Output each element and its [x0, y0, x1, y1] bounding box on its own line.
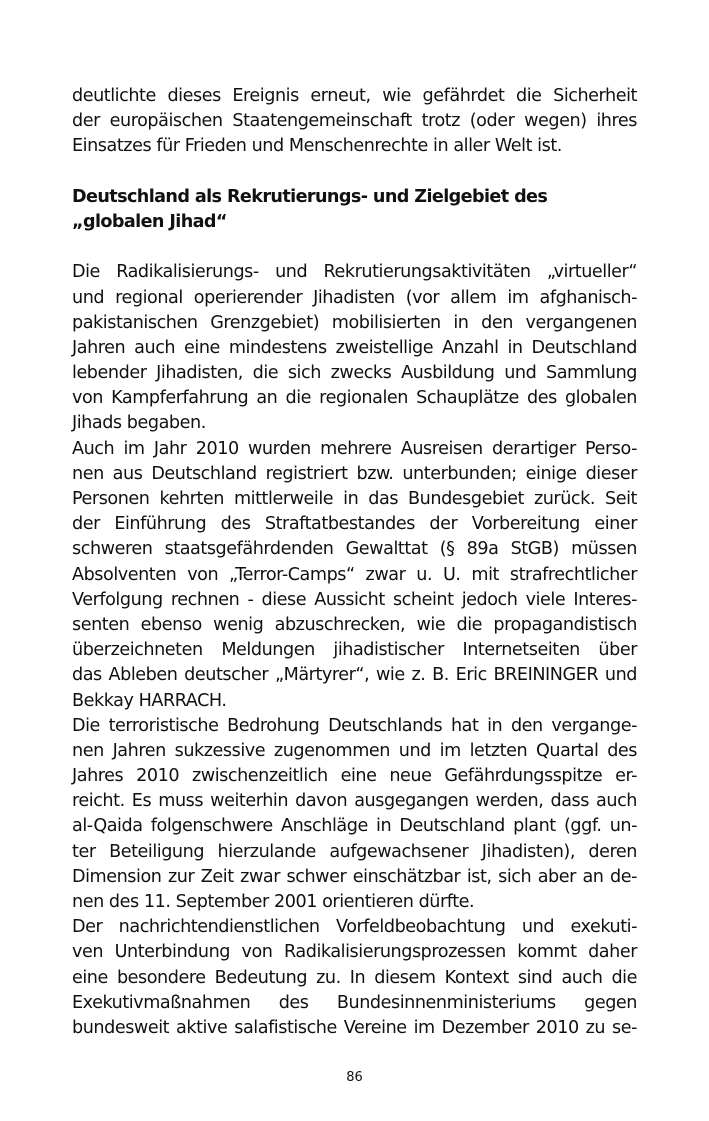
heading-line: Deutschland als Rekrutierungs- und Zielgebiet des [72, 186, 548, 207]
text-line: Auch im Jahr 2010 wurden mehrere Ausreisen derartiger Perso- [72, 438, 637, 459]
text-line: Bekkay HARRACH. [72, 690, 227, 711]
text-line: eine besondere Bedeutung zu. In diesem Kontext sind auch die [72, 967, 637, 988]
text-line: bundesweit aktive salafistische Vereine im Dezember 2010 zu se- [72, 1017, 637, 1038]
text-line: nen Jahren sukzessive zugenommen und im letzten Quartal des [72, 740, 637, 761]
text-line: Einsatzes für Frieden und Menschenrechte in aller Welt ist. [72, 136, 562, 157]
text-line: nen aus Deutschland registriert bzw. unterbunden; einige dieser [72, 463, 637, 484]
page-text-block [72, 84, 637, 1041]
text-line: der europäischen Staatengemeinschaft trotz (oder wegen) ihres [72, 111, 637, 132]
text-line: reicht. Es muss weiterhin davon ausgegangen werden, dass auch [72, 791, 637, 812]
intro-paragraph [72, 84, 637, 160]
text-line: das Ableben deutscher „Märtyrer“, wie z. B. Eric BREININGER und [72, 665, 637, 686]
page-number: 86 [346, 1070, 363, 1085]
text-line: al-Qaida folgenschwere Anschläge in Deutschland plant (ggf. un- [72, 816, 637, 837]
text-line: überzeichneten Meldungen jihadistischer Internetseiten über [72, 640, 637, 661]
text-line: Verfolgung rechnen - diese Aussicht scheint jedoch viele Interes- [72, 589, 637, 610]
text-line: und regional operierender Jihadisten (vor allem im afghanisch- [72, 287, 637, 308]
text-line: Jihads begaben. [72, 413, 206, 434]
section-heading [72, 185, 637, 235]
text-line: Die terroristische Bedrohung Deutschlands hat in den vergange- [72, 715, 637, 736]
heading-line: „globalen Jihad“ [72, 211, 227, 232]
paragraph-gap [72, 235, 637, 260]
text-line: ter Beteiligung hierzulande aufgewachsener Jihadisten), deren [72, 841, 637, 862]
paragraph-1 [72, 260, 637, 436]
text-line: nen des 11. September 2001 orientieren dürfte. [72, 892, 475, 912]
text-line: Jahres 2010 zwischenzeitlich eine neue Gefährdungsspitze er- [72, 766, 637, 787]
text-line: ven Unterbindung von Radikalisierungsprozessen kommt daher [72, 942, 637, 963]
text-line: Der nachrichtendienstlichen Vorfeldbeobachtung und exekuti- [72, 917, 637, 938]
text-line: Exekutivmaßnahmen des Bundesinnenministeriums gegen [72, 992, 637, 1013]
text-line: der Einführung des Straftatbestandes der Vorbereitung einer [72, 514, 637, 535]
text-line: Personen kehrten mittlerweile in das Bundesgebiet zurück. Seit [72, 489, 637, 509]
paragraph-2 [72, 437, 637, 714]
text-line: schweren staatsgefährdenden Gewalttat (§ 89a StGB) müssen [72, 539, 637, 560]
text-line: Die Radikalisierungs- und Rekrutierungsaktivitäten „virtueller“ [72, 262, 637, 283]
text-line: pakistanischen Grenzgebiet) mobilisierten in den vergangenen [72, 312, 637, 333]
text-line: Absolventen von „Terror-Camps“ zwar u. U. mit strafrechtlicher [72, 564, 637, 585]
text-line: Jahren auch eine mindestens zweistellige Anzahl in Deutschland [72, 337, 637, 358]
text-line: lebender Jihadisten, die sich zwecks Ausbildung und Sammlung [72, 363, 637, 384]
text-line: deutlichte dieses Ereignis erneut, wie gefährdet die Sicherheit [72, 86, 637, 106]
paragraph-3 [72, 714, 637, 916]
text-line: senten ebenso wenig abzuschrecken, wie die propagandistisch [72, 614, 637, 635]
paragraph-gap [72, 160, 637, 185]
paragraph-4 [72, 915, 637, 1041]
text-line: Dimension zur Zeit zwar schwer einschätzbar ist, sich aber an de- [72, 866, 637, 887]
text-line: von Kampferfahrung an die regionalen Schauplätze des globalen [72, 388, 637, 409]
